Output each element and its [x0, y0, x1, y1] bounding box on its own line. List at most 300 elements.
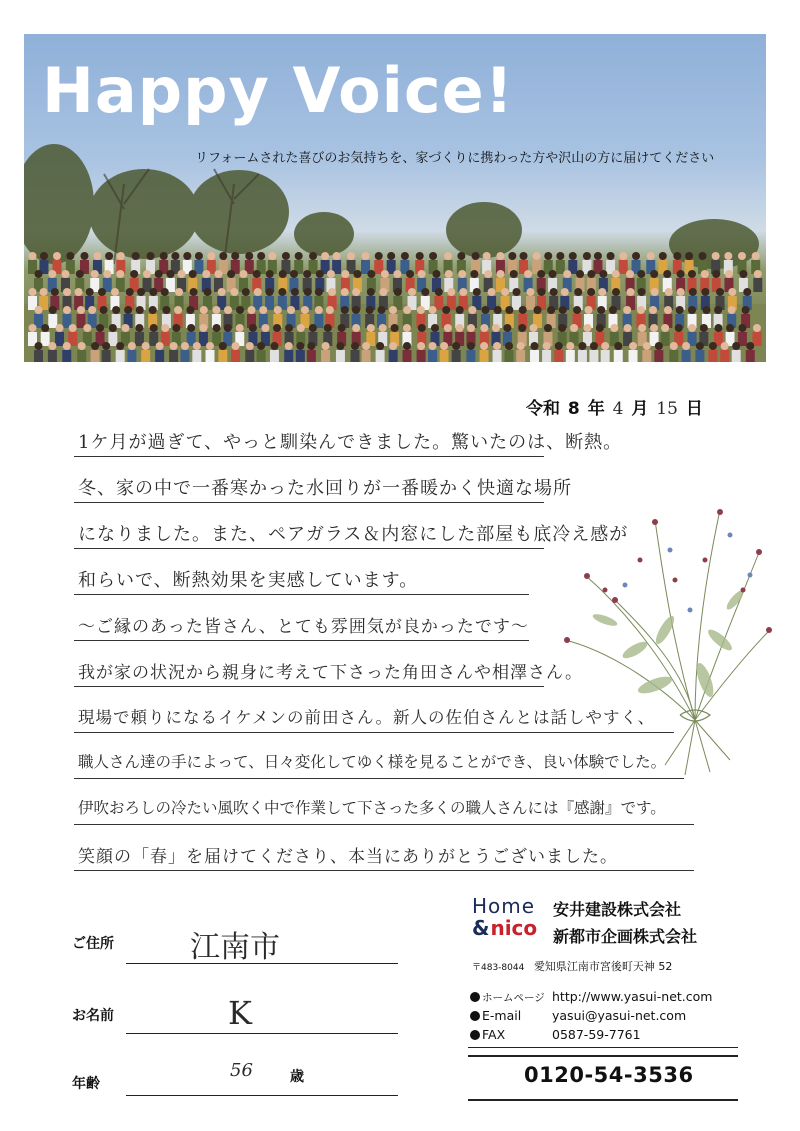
crowd-head — [266, 270, 274, 278]
crowd-head — [569, 252, 577, 260]
crowd-head — [41, 324, 49, 332]
date-month-unit: 月 — [631, 399, 649, 419]
crowd-head — [505, 342, 513, 350]
crowd-head — [376, 342, 384, 350]
crowd-head — [100, 306, 108, 314]
crowd-head — [254, 288, 262, 296]
company-name-2: 新都市企画株式会社 — [553, 927, 698, 946]
crowd-head — [587, 288, 595, 296]
crowd-head — [714, 306, 722, 314]
crowd-head — [650, 270, 658, 278]
bullet-icon — [470, 1030, 480, 1040]
crowd-head — [712, 270, 720, 278]
crowd-person — [746, 350, 755, 362]
crowd-head — [517, 342, 525, 350]
crowd-head — [130, 270, 138, 278]
crowd-head — [655, 342, 663, 350]
crowd-head — [494, 306, 502, 314]
crowd-head — [457, 252, 465, 260]
crowd-head — [307, 342, 315, 350]
crowd-head — [732, 342, 740, 350]
crowd-head — [213, 324, 221, 332]
crowd-head — [204, 288, 212, 296]
crowd-head — [649, 306, 657, 314]
crowd-person — [629, 350, 638, 362]
crowd-head — [456, 324, 464, 332]
crowd-head — [612, 270, 620, 278]
crowd-head — [746, 342, 754, 350]
crowd-head — [590, 342, 598, 350]
fax-number: 0587-59-7761 — [552, 1027, 641, 1042]
crowd-person — [452, 350, 461, 362]
crowd-head — [273, 324, 281, 332]
crowd-head — [444, 252, 452, 260]
crowd-person — [542, 350, 551, 362]
crowd-person — [695, 350, 704, 362]
crowd-head — [664, 306, 672, 314]
crowd-head — [576, 270, 584, 278]
crowd-head — [207, 252, 215, 260]
crowd-head — [278, 288, 286, 296]
crowd-head — [171, 252, 179, 260]
crowd-person — [642, 350, 651, 362]
crowd-person — [141, 350, 150, 362]
crowd-head — [98, 288, 106, 296]
crowd-head — [227, 270, 235, 278]
crowd-person — [231, 350, 240, 362]
crowd-head — [287, 306, 295, 314]
crowd-head — [544, 252, 552, 260]
crowd-head — [190, 288, 198, 296]
crowd-head — [389, 306, 397, 314]
crowd-person — [41, 332, 50, 346]
crowd-head — [738, 324, 746, 332]
crowd-person — [708, 350, 717, 362]
crowd-head — [347, 252, 355, 260]
crowd-head — [598, 288, 606, 296]
crowd-head — [142, 342, 150, 350]
crowd-head — [232, 342, 240, 350]
crowd-head — [242, 288, 250, 296]
message-line-3: になりました。また、ペアガラス＆内窓にした部屋も底冷え感が — [78, 524, 629, 545]
message-line-9: 伊吹おろしの冷たい風吹く中で作業して下さった多くの職人さんには『感謝』です。 — [78, 799, 666, 817]
crowd-head — [716, 288, 724, 296]
crowd-head — [488, 288, 496, 296]
crowd-head — [212, 306, 220, 314]
crowd-head — [673, 252, 681, 260]
crowd-person — [614, 350, 623, 362]
message-line-10: 笑顔の「春」を届けてくださり、本当にありがとうございました。 — [78, 847, 618, 867]
crowd-head — [429, 252, 437, 260]
crowd-head — [651, 288, 659, 296]
crowd-head — [352, 288, 360, 296]
page-subtitle: リフォームされた喜びのお気持ちを、家づくりに携わった方や沢山の方に届けてください — [195, 151, 715, 166]
crowd-head — [459, 288, 467, 296]
company-address — [472, 958, 672, 974]
crowd-head — [117, 252, 125, 260]
name-value: K — [228, 994, 252, 1032]
date-era: 令和 — [526, 399, 560, 419]
crowd-head — [700, 324, 708, 332]
phone-number[interactable]: 0120-54-3536 — [524, 1063, 694, 1087]
crowd-head — [321, 252, 329, 260]
crowd-head — [189, 270, 197, 278]
crowd-head — [279, 270, 287, 278]
crowd-head — [470, 270, 478, 278]
date-year-unit: 年 — [587, 399, 605, 419]
crowd-head — [472, 252, 480, 260]
crowd-person — [296, 350, 305, 362]
crowd-head — [91, 270, 99, 278]
crowd-head — [324, 324, 332, 332]
crowd-head — [534, 306, 542, 314]
bullet-icon — [470, 992, 480, 1002]
crowd-person — [601, 350, 610, 362]
crowd-head — [555, 342, 563, 350]
crowd-head — [394, 288, 402, 296]
crowd-person — [307, 350, 316, 362]
crowd-head — [170, 342, 178, 350]
crowd-head — [401, 252, 409, 260]
crowd-head — [245, 252, 253, 260]
crowd-head — [49, 306, 57, 314]
crowd-head — [587, 270, 595, 278]
crowd-head — [155, 270, 163, 278]
crowd-person — [48, 350, 57, 362]
crowd-person — [516, 350, 525, 362]
crowd-person — [669, 350, 678, 362]
crowd-head — [236, 306, 244, 314]
crowd-head — [135, 324, 143, 332]
crowd-person — [566, 350, 575, 362]
crowd-person — [270, 350, 279, 362]
crowd-head — [688, 306, 696, 314]
crowd-head — [467, 324, 475, 332]
crowd-person — [245, 350, 254, 362]
crowd-head — [35, 270, 43, 278]
crowd-head — [445, 270, 453, 278]
crowd-head — [351, 342, 359, 350]
crowd-head — [48, 270, 56, 278]
crowd-person — [556, 260, 565, 274]
crowd-head — [594, 252, 602, 260]
crowd-head — [202, 270, 210, 278]
date-day-unit: 日 — [685, 399, 703, 419]
crowd-head — [698, 252, 706, 260]
header-photo-banner — [24, 34, 766, 362]
crowd-head — [285, 324, 293, 332]
crowd-person — [205, 350, 214, 362]
crowd-head — [124, 306, 132, 314]
crowd-head — [270, 342, 278, 350]
crowd-head — [63, 342, 71, 350]
crowd-head — [743, 288, 751, 296]
crowd-head — [103, 270, 111, 278]
crowd-head — [574, 288, 582, 296]
crowd-head — [543, 342, 551, 350]
crowd-head — [149, 306, 157, 314]
crowd-head — [526, 288, 534, 296]
date-day: 15 — [656, 399, 678, 419]
crowd-head — [86, 288, 94, 296]
crowd-head — [178, 270, 186, 278]
crowd-head — [116, 270, 124, 278]
crowd-head — [624, 324, 632, 332]
email-row — [470, 1008, 686, 1023]
crowd-head — [524, 270, 532, 278]
crowd-head — [290, 270, 298, 278]
fax-row — [470, 1027, 641, 1042]
crowd-head — [728, 306, 736, 314]
address-label: ご住所 — [72, 936, 114, 952]
crowd-head — [303, 270, 311, 278]
crowd-person — [351, 350, 360, 362]
crowd-head — [379, 288, 387, 296]
crowd-head — [431, 324, 439, 332]
crowd-head — [607, 252, 615, 260]
crowd-head — [195, 252, 203, 260]
crowd-head — [599, 270, 607, 278]
crowd-person — [55, 332, 64, 346]
crowd-person — [578, 350, 587, 362]
crowd-person — [62, 350, 71, 362]
crowd-head — [336, 342, 344, 350]
crowd-head — [291, 288, 299, 296]
crowd-head — [637, 270, 645, 278]
crowd-head — [408, 288, 416, 296]
crowd-head — [29, 288, 37, 296]
crowd-head — [566, 342, 574, 350]
crowd-head — [200, 306, 208, 314]
crowd-head — [609, 306, 617, 314]
crowd-head — [503, 324, 511, 332]
crowd-head — [111, 288, 119, 296]
crowd-head — [63, 288, 71, 296]
crowd-head — [161, 288, 169, 296]
crowd-head — [677, 288, 685, 296]
crowd-head — [512, 288, 520, 296]
crowd-head — [29, 324, 37, 332]
crowd-person — [155, 350, 164, 362]
crowd-head — [452, 342, 460, 350]
crowd-head — [632, 252, 640, 260]
crowd-person — [34, 350, 43, 362]
crowd-person — [108, 332, 117, 346]
crowd-head — [51, 288, 59, 296]
crowd-head — [257, 252, 265, 260]
crowd-head — [712, 252, 720, 260]
crowd-head — [484, 270, 492, 278]
crowd-person — [284, 350, 293, 362]
crowd-head — [612, 288, 620, 296]
crowd-head — [116, 342, 124, 350]
crowd-head — [378, 306, 386, 314]
crowd-head — [239, 270, 247, 278]
crowd-head — [285, 342, 293, 350]
crowd-head — [688, 324, 696, 332]
homepage-link[interactable]: http://www.yasui-net.com — [552, 989, 713, 1004]
crowd-person — [257, 350, 266, 362]
crowd-head — [327, 270, 335, 278]
crowd-head — [544, 324, 552, 332]
crowd-head — [143, 270, 151, 278]
crowd-head — [268, 252, 276, 260]
bullet-icon — [470, 1011, 480, 1021]
crowd-head — [295, 252, 303, 260]
crowd-head — [315, 288, 323, 296]
crowd-head — [421, 288, 429, 296]
crowd-person — [48, 314, 57, 328]
crowd-head — [149, 288, 157, 296]
flower-bouquet-illustration — [545, 480, 775, 780]
crowd-head — [406, 270, 414, 278]
crowd-head — [510, 270, 518, 278]
crowd-head — [480, 324, 488, 332]
crowd-person — [589, 350, 598, 362]
crowd-head — [367, 324, 375, 332]
crowd-head — [558, 324, 566, 332]
crowd-head — [714, 324, 722, 332]
crowd-person — [428, 350, 437, 362]
crowd-head — [626, 270, 634, 278]
logo-amp: & — [472, 916, 491, 940]
crowd-person — [526, 296, 535, 310]
email-link[interactable]: yasui@yasui-net.com — [552, 1008, 687, 1023]
crowd-head — [393, 270, 401, 278]
crowd-head — [236, 324, 244, 332]
crowd-head — [601, 342, 609, 350]
crowd-head — [519, 306, 527, 314]
crowd-head — [480, 342, 488, 350]
crowd-head — [584, 306, 592, 314]
crowd-head — [126, 288, 134, 296]
crowd-head — [181, 342, 189, 350]
crowd-head — [493, 342, 501, 350]
crowd-head — [670, 342, 678, 350]
crowd-head — [40, 288, 48, 296]
crowd-head — [440, 342, 448, 350]
crowd-head — [550, 288, 558, 296]
crowd-head — [76, 270, 84, 278]
crowd-head — [647, 252, 655, 260]
crowd-head — [224, 324, 232, 332]
crowd-head — [136, 306, 144, 314]
crowd-head — [637, 306, 645, 314]
crowd-head — [444, 324, 452, 332]
crowd-head — [172, 324, 180, 332]
crowd-head — [381, 270, 389, 278]
crowd-head — [96, 324, 104, 332]
crowd-head — [435, 288, 443, 296]
crowd-person — [199, 332, 208, 346]
crowd-head — [497, 270, 505, 278]
crowd-head — [739, 270, 747, 278]
crowd-head — [614, 342, 622, 350]
crowd-head — [66, 252, 74, 260]
crowd-head — [417, 342, 425, 350]
crowd-head — [573, 306, 581, 314]
date-year: 8 — [567, 399, 580, 419]
crowd-person — [753, 278, 762, 292]
crowd-head — [83, 324, 91, 332]
crowd-person — [682, 350, 691, 362]
crowd-head — [638, 288, 646, 296]
homepage-row — [470, 989, 712, 1005]
crowd-person — [417, 350, 426, 362]
crowd-head — [102, 342, 110, 350]
crowd-head — [35, 342, 43, 350]
crowd-head — [77, 306, 85, 314]
crowd-head — [316, 270, 324, 278]
crowd-head — [328, 288, 336, 296]
crowd-head — [297, 324, 305, 332]
crowd-head — [416, 252, 424, 260]
crowd-head — [659, 252, 667, 260]
crowd-head — [219, 342, 227, 350]
home-nico-logo — [472, 894, 537, 940]
crowd-head — [529, 324, 537, 332]
name-label: お名前 — [72, 1008, 114, 1024]
crowd-head — [753, 324, 761, 332]
age-label: 年齢 — [72, 1076, 100, 1092]
crowd-head — [304, 288, 312, 296]
crowd-head — [338, 324, 346, 332]
crowd-head — [375, 252, 383, 260]
crowd-head — [35, 306, 43, 314]
crowd-head — [75, 288, 83, 296]
message-line-8: 職人さん達の手によって、日々変化してゆく様を見ることができ、良い体験でした。 — [78, 753, 667, 771]
crowd-head — [166, 270, 174, 278]
crowd-head — [610, 324, 618, 332]
crowd-head — [650, 324, 658, 332]
crowd-head — [685, 252, 693, 260]
age-value: 56 — [230, 1060, 253, 1081]
crowd-head — [186, 306, 194, 314]
crowd-head — [391, 324, 399, 332]
crowd-head — [387, 252, 395, 260]
crowd-head — [505, 306, 513, 314]
crowd-person — [169, 350, 178, 362]
address-value: 江南市 — [190, 930, 280, 965]
crowd-head — [224, 306, 232, 314]
crowd-head — [161, 324, 169, 332]
crowd-person — [440, 350, 449, 362]
crowd-head — [429, 306, 437, 314]
message-line-7: 現場で頼りになるイケメンの前田さん。新人の佐伯さんとは話しやすく、 — [78, 708, 656, 727]
fax-label: FAX — [482, 1027, 506, 1042]
crowd-head — [259, 306, 267, 314]
crowd-head — [362, 342, 370, 350]
crowd-person — [127, 350, 136, 362]
crowd-head — [677, 270, 685, 278]
crowd-head — [296, 342, 304, 350]
crowd-head — [496, 252, 504, 260]
crowd-head — [688, 270, 696, 278]
crowd-head — [561, 288, 569, 296]
crowd-person — [336, 350, 345, 362]
crowd-head — [333, 252, 341, 260]
crowd-head — [322, 342, 330, 350]
crowd-head — [725, 270, 733, 278]
crowd-head — [538, 288, 546, 296]
address-text: 愛知県江南市宮後町天神 52 — [533, 960, 673, 973]
crowd-head — [341, 288, 349, 296]
crowd-person — [321, 350, 330, 362]
logo-nico-text: nico — [490, 916, 538, 940]
crowd-head — [754, 270, 762, 278]
crowd-head — [403, 324, 411, 332]
crowd-head — [219, 252, 227, 260]
